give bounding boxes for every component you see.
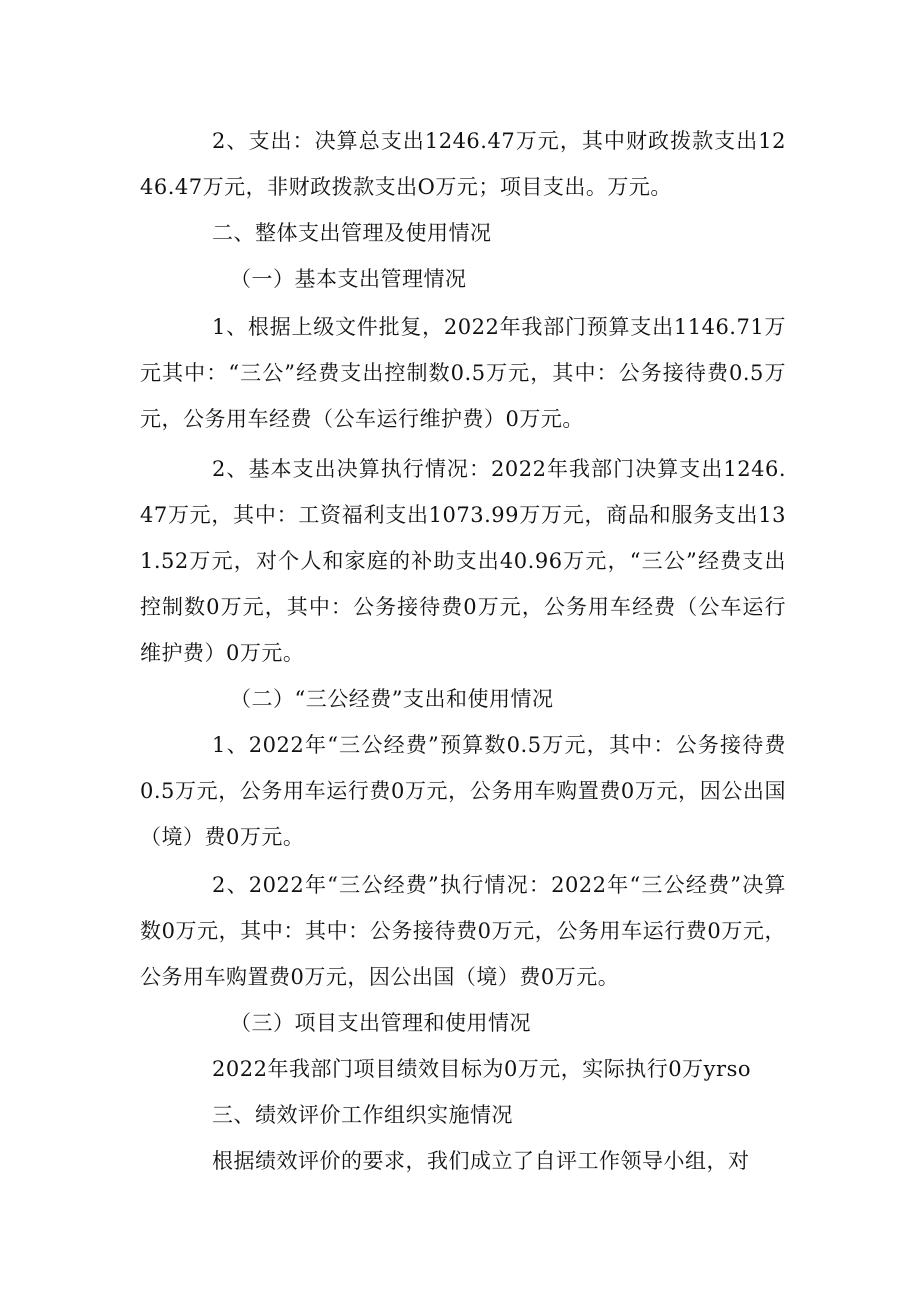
- paragraph-project-target: 2022年我部门项目绩效目标为0万元，实际执行0万yrso: [212, 1057, 751, 1081]
- section-heading-overall-expenditure: 二、整体支出管理及使用情况: [212, 221, 492, 245]
- section-heading-performance-evaluation: 三、绩效评价工作组织实施情况: [212, 1103, 513, 1127]
- paragraph-three-public-budget: 1、2022年“三公经费”预算数0.5万元，其中：公务接待费0.5万元，公务用车运行费0万元，公务用车购置费0万元，因公出国（境）费0万元。: [140, 733, 786, 849]
- subsection-heading-project-expenditure: （三）项目支出管理和使用情况: [230, 1011, 531, 1035]
- subsection-heading-basic-expenditure: （一）基本支出管理情况: [230, 267, 467, 291]
- subsection-heading-three-public-expenses: （二）“三公经费”支出和使用情况: [230, 687, 554, 711]
- document-body: [140, 118, 786, 1184]
- paragraph-budget-approval: 1、根据上级文件批复，2022年我部门预算支出1146.71万元其中：“三公”经费支出控制数0.5万元，其中：公务接待费0.5万元，公务用车经费（公车运行维护费）0万元。: [140, 315, 786, 431]
- paragraph-three-public-execution: 2、2022年“三公经费”执行情况：2022年“三公经费”决算数0万元，其中：其中：公务接待费0万元，公务用车运行费0万元，公务用车购置费0万元，因公出国（境）费0万元。: [140, 873, 786, 989]
- paragraph-basic-expenditure-execution: 2、基本支出决算执行情况：2022年我部门决算支出1246.47万元，其中：工资福利支出1073.99万万元，商品和服务支出131.52万元，对个人和家庭的补助支出40.96万元，“三公”经费支出控制数0万元，其中：公务接待费0万元，公务用车经费（公车运行维护费）0万元。: [140, 457, 786, 665]
- paragraph-expenditure-summary: 2、支出：决算总支出1246.47万元，其中财政拨款支出1246.47万元，非财政拨款支出O万元；项目支出。万元。: [140, 129, 786, 199]
- paragraph-evaluation-requirements: 根据绩效评价的要求，我们成立了自评工作领导小组，对: [212, 1149, 750, 1173]
